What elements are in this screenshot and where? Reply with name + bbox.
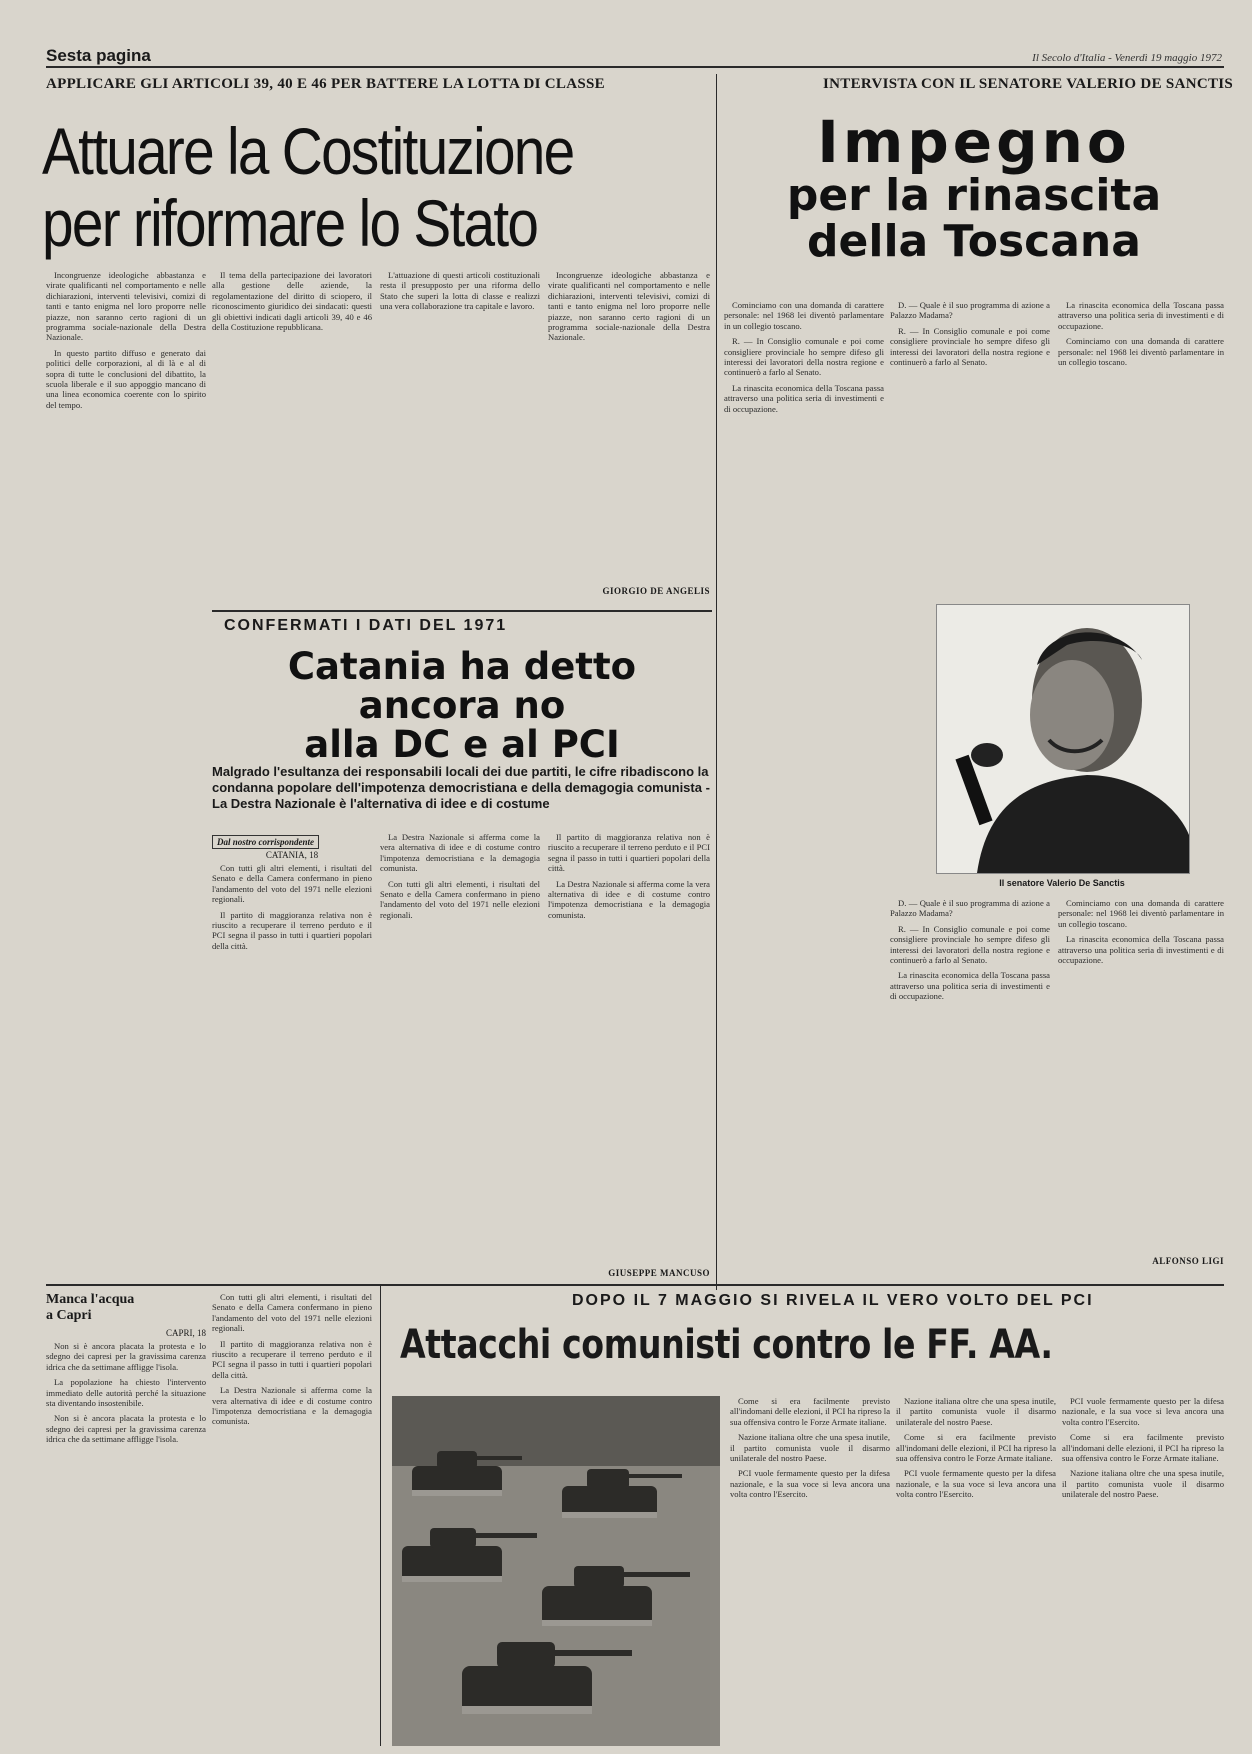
army-body-p2-a: Nazione italiana oltre che una spesa inutile, il partito comunista vuole il disarmo unilaterale del nostro Paese. xyxy=(730,1432,890,1464)
capri-col xyxy=(46,1328,206,1748)
catania-col-continued xyxy=(212,1292,372,1748)
catania-body-p2: Il partito di maggioranza relativa non è riuscito a recuperare il terreno perduto e il PCI segna il passo in tutti i quartieri popolari della città. xyxy=(212,909,372,951)
army-col-3 xyxy=(1062,1396,1224,1746)
right-body-p2-b: D. — Quale è il suo programma di azione a Palazzo Madama? xyxy=(890,898,1050,919)
masthead-rule xyxy=(46,66,1224,68)
correspondent-tag: Dal nostro corrispondente xyxy=(212,835,319,849)
right-col-3 xyxy=(1058,300,1224,590)
right-body-p4-cont: La rinascita economica della Toscana passa attraverso una politica seria di investimenti e di occupazione. xyxy=(1058,300,1224,331)
right-col-2b xyxy=(890,898,1050,1272)
army-body-p2-c: Nazione italiana oltre che una spesa inutile, il partito comunista vuole il disarmo unilaterale del nostro Paese. xyxy=(1062,1468,1224,1500)
left-story-col-3 xyxy=(380,270,540,600)
right-body-p1-b: Cominciamo con una domanda di carattere personale: nel 1968 lei diventò parlamentare in un collegio toscano. xyxy=(1058,898,1224,929)
right-body-p2: D. — Quale è il suo programma di azione a Palazzo Madama? xyxy=(890,300,1050,321)
catania-cont-p2: Il partito di maggioranza relativa non è riuscito a recuperare il terreno perduto e il PCI segna il passo in tutti i quartieri popolari della città. xyxy=(212,1338,372,1380)
left-body-p4: L'attuazione di questi articoli costituzionali resta il presupposto per una riforma dello Stato che superi la lotta di classe e realizzi una vera collaborazione tra capitale e lavoro. xyxy=(380,270,540,312)
catania-col-3 xyxy=(548,832,710,1252)
catania-col-2 xyxy=(380,832,540,1272)
catania-dek: Malgrado l'esultanza dei responsabili locali dei due partiti, le cifre ribadiscono la condanna popolare dell'impotenza democristiana e della demagogia comunista - La Destra Nazionale è l'alternativa di idee e di costume xyxy=(212,764,710,811)
left-body-p1-cont: Incongruenze ideologiche abbastanza e virate qualificanti nel comportamento e nelle dichiarazioni, interventi televisivi, comizi di tanti e tanto enigma nel loro proporre nelle piazze, non saranno certo ragioni di un programma sociale-nazionale della Destra Nazionale. xyxy=(548,270,710,343)
right-headline-line3: della Toscana xyxy=(807,216,1141,268)
capri-divider xyxy=(380,1286,381,1746)
right-col-1 xyxy=(724,300,884,1272)
left-story-col-2 xyxy=(212,270,372,600)
right-headline xyxy=(724,108,1224,268)
left-headline-line2: per riformare lo Stato xyxy=(42,186,538,260)
capri-headline xyxy=(46,1292,134,1324)
right-body-p4-b: La rinascita economica della Toscana passa attraverso una politica seria di investimenti e di occupazione. xyxy=(890,970,1050,1002)
catania-body-p2-cont: Il partito di maggioranza relativa non è riuscito a recuperare il terreno perduto e il PCI segna il passo in tutti i quartieri popolari della città. xyxy=(548,832,710,874)
right-body-p4-c: La rinascita economica della Toscana passa attraverso una politica seria di investimenti e di occupazione. xyxy=(1058,934,1224,966)
army-kicker: DOPO IL 7 MAGGIO SI RIVELA IL VERO VOLTO DEL PCI xyxy=(572,1292,1094,1309)
catania-body-p3: La Destra Nazionale si afferma come la vera alternativa di idee e di costume contro l'impotenza democristiana e la demagogia comunista. xyxy=(380,832,540,874)
catania-body-p3-cont: La Destra Nazionale si afferma come la vera alternativa di idee e di costume contro l'impotenza democristiana e la demagogia comunista. xyxy=(548,878,710,920)
catania-top-rule xyxy=(212,610,712,612)
senator-photo xyxy=(936,604,1190,874)
catania-body-p1: Con tutti gli altri elementi, i risultati del Senato e della Camera confermano in pieno l'andamento del voto del 1971 nelle elezioni regionali. xyxy=(212,863,372,905)
army-headline: Attacchi comunisti contro le FF. AA. xyxy=(400,1322,1053,1368)
right-headline-line2: per la rinascita xyxy=(786,169,1162,221)
right-kicker: INTERVISTA CON IL SENATORE VALERIO DE SANCTIS xyxy=(823,76,1234,92)
capri-dateline: CAPRI, 18 xyxy=(165,1328,206,1338)
catania-dateline: CATANIA, 18 xyxy=(265,850,319,860)
right-body-p3: R. — In Consiglio comunale e poi come consigliere provinciale ho sempre difeso gli interessi dei lavoratori della nostra regione e continuerò a farlo al Senato. xyxy=(724,336,884,378)
right-body-p1-cont: Cominciamo con una domanda di carattere personale: nel 1968 lei diventò parlamentare in un collegio toscano. xyxy=(1058,336,1224,368)
right-body-p3-cont: R. — In Consiglio comunale e poi come consigliere provinciale ho sempre difeso gli interessi dei lavoratori della nostra regione e continuerò a farlo al Senato. xyxy=(890,325,1050,368)
photo-caption: Il senatore Valerio De Sanctis xyxy=(999,878,1125,888)
right-body-p4: La rinascita economica della Toscana passa attraverso una politica seria di investimenti e di occupazione. xyxy=(724,382,884,414)
catania-headline-line2: ancora no xyxy=(358,683,566,727)
army-body-p3-b: PCI vuole fermamente questo per la difesa nazionale, e la sua voce si leva ancora una volta contro l'Esercito. xyxy=(896,1468,1056,1500)
column-divider-top xyxy=(716,74,717,1290)
capri-headline-line1: Manca l'acqua xyxy=(46,1292,135,1307)
bottom-section-rule xyxy=(46,1284,1224,1286)
right-signature: ALFONSO LIGI xyxy=(1152,1256,1224,1266)
catania-cont-p1: Con tutti gli altri elementi, i risultati del Senato e della Camera confermano in pieno l'andamento del voto del 1971 nelle elezioni regionali. xyxy=(212,1292,372,1334)
left-headline-line1: Attuare la Costituzione xyxy=(42,114,574,188)
catania-cont-p3: La Destra Nazionale si afferma come la vera alternativa di idee e di costume contro l'impotenza democristiana e la demagogia comunista. xyxy=(212,1385,372,1427)
catania-kicker: CONFERMATI I DATI DEL 1971 xyxy=(224,617,508,634)
catania-headline-line3: alla DC e al PCI xyxy=(304,722,620,766)
army-col-1 xyxy=(730,1396,890,1746)
catania-signature: GIUSEPPE MANCUSO xyxy=(608,1268,710,1278)
left-story-col-1 xyxy=(46,270,206,1270)
left-story-col-4 xyxy=(548,270,710,600)
capri-body-p1: Non si è ancora placata la protesta e lo sdegno dei capresi per la gravissima carenza idrica che da settimane affligge l'isola. xyxy=(46,1341,206,1372)
army-body-p1-c: Come si era facilmente previsto all'indomani delle elezioni, il PCI ha ripreso la sua offensiva contro le Forze Armate italiane. xyxy=(1062,1432,1224,1464)
catania-headline xyxy=(212,645,712,766)
left-body-p3: Il tema della partecipazione dei lavoratori alla gestione delle aziende, la regolamentazione del diritto di sciopero, il riconoscimento giuridico dei sindacati: questi gli obiettivi indicati dagli articoli 39, 40 e 46 della Costituzione repubblicana. xyxy=(212,270,372,333)
capri-headline-line2: a Capri xyxy=(46,1308,92,1323)
catania-col-1 xyxy=(212,832,372,1272)
catania-tag xyxy=(212,832,372,850)
tanks-photo xyxy=(392,1396,720,1746)
right-body-p1: Cominciamo con una domanda di carattere personale: nel 1968 lei diventò parlamentare in un collegio toscano. xyxy=(724,300,884,331)
capri-body-p1-cont: Non si è ancora placata la protesta e lo sdegno dei capresi per la gravissima carenza idrica che da settimane affligge l'isola. xyxy=(46,1413,206,1445)
army-body-p1: Come si era facilmente previsto all'indomani delle elezioni, il PCI ha ripreso la sua offensiva contro le Forze Armate italiane. xyxy=(730,1396,890,1427)
left-body-p1: Incongruenze ideologiche abbastanza e virate qualificanti nel comportamento e nelle dichiarazioni, interventi televisivi, comizi di tanti e tanto enigma nel loro proporre nelle piazze, non saranno certo ragioni di un programma sociale-nazionale della Destra Nazionale. xyxy=(46,270,206,343)
army-body-p3-a: PCI vuole fermamente questo per la difesa nazionale, e la sua voce si leva ancora una volta contro l'Esercito. xyxy=(730,1468,890,1500)
senator-portrait-image xyxy=(937,605,1189,873)
catania-body-p1-cont: Con tutti gli altri elementi, i risultati del Senato e della Camera confermano in pieno l'andamento del voto del 1971 nelle elezioni regionali. xyxy=(380,878,540,920)
left-kicker: APPLICARE GLI ARTICOLI 39, 40 E 46 PER BATTERE LA LOTTA DI CLASSE xyxy=(46,76,605,92)
right-col-2 xyxy=(890,300,1050,590)
right-headline-line1: Impegno xyxy=(817,108,1131,176)
page-label: Sesta pagina xyxy=(46,46,151,65)
army-body-p1-b: Come si era facilmente previsto all'indomani delle elezioni, il PCI ha ripreso la sua offensiva contro le Forze Armate italiane. xyxy=(896,1432,1056,1464)
army-col-2 xyxy=(896,1396,1056,1746)
catania-headline-line1: Catania ha detto xyxy=(287,645,637,688)
tanks-parade-image xyxy=(392,1396,720,1746)
army-body-p2: Nazione italiana oltre che una spesa inutile, il partito comunista vuole il disarmo unilaterale del nostro Paese. xyxy=(896,1396,1056,1427)
capri-body-p2: La popolazione ha chiesto l'intervento immediato delle autorità perché la situazione sta diventando insostenibile. xyxy=(46,1377,206,1409)
folio: Il Secolo d'Italia - Venerdì 19 maggio 1972 xyxy=(1032,52,1222,64)
right-body-p3-b: R. — In Consiglio comunale e poi come consigliere provinciale ho sempre difeso gli interessi dei lavoratori della nostra regione e continuerò a farlo al Senato. xyxy=(890,923,1050,966)
left-signature: GIORGIO DE ANGELIS xyxy=(602,586,710,596)
left-body-p2: In questo partito diffuso e generato dai politici delle corporazioni, al di là e al di sopra di tutte le conclusioni del dibattito, la scuola liberale e il suo appoggio mancano di una linea economica coerente con lo spirito del tempo. xyxy=(46,347,206,410)
right-col-3b xyxy=(1058,898,1224,1248)
army-body-p3: PCI vuole fermamente questo per la difesa nazionale, e la sua voce si leva ancora una volta contro l'Esercito. xyxy=(1062,1396,1224,1427)
